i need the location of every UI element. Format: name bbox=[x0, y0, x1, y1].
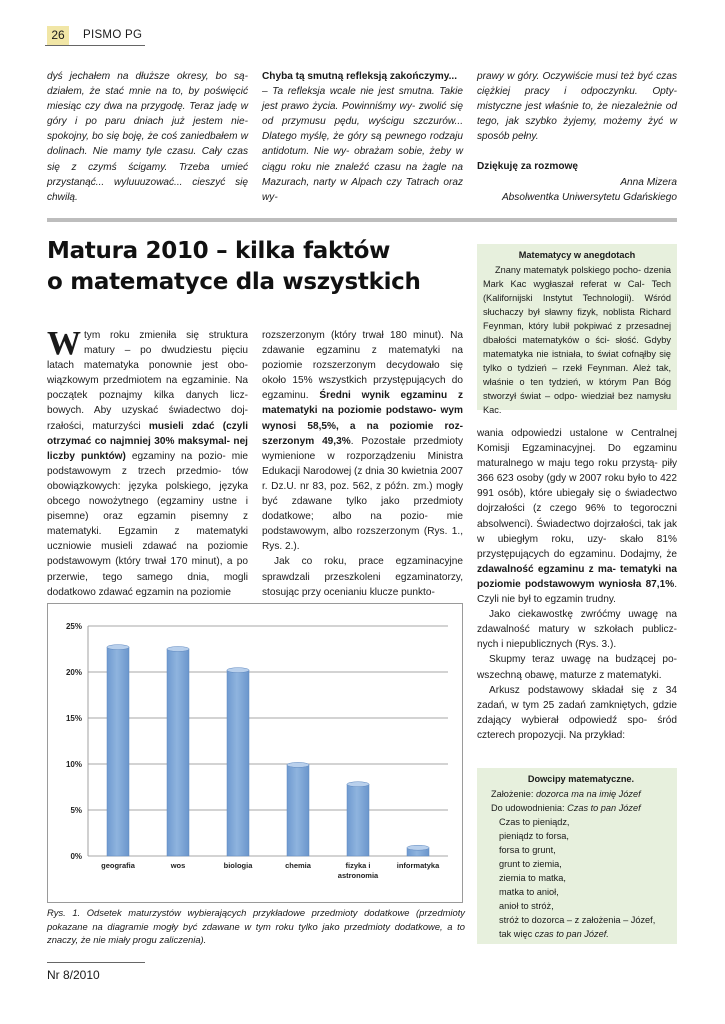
article-paragraph-3: Jak co roku, prace egzaminacyjne sprawdzali przeszkoleni egzaminatorzy, stosując przy ocenianiu klucze punkto- bbox=[262, 556, 463, 598]
bar-chart bbox=[47, 603, 463, 903]
chart-ytick-label: 10% bbox=[65, 760, 82, 769]
footer-divider bbox=[47, 962, 145, 963]
chart-bar-top bbox=[227, 668, 249, 673]
chart-category-label: wos bbox=[170, 861, 186, 870]
article-paragraph-4 bbox=[477, 426, 677, 607]
chart-ytick-label: 0% bbox=[70, 852, 82, 861]
joke-conclusion-value: czas to pan Józef. bbox=[534, 929, 609, 939]
joke-title: Dowcipy matematyczne. bbox=[527, 774, 635, 784]
joke-line: pieniądz to forsa, bbox=[499, 831, 569, 841]
joke-assumption bbox=[491, 787, 671, 801]
chart-ytick-label: 5% bbox=[70, 806, 82, 815]
anecdote-text: Znany matematyk polskiego pocho- dzenia Mark Kac wygłaszał referat w Cal- Tech (Kalifornijski Instytut Technologii). Wśród słuchaczy był sławny fizyk, noblista Richard Feynman, który lubił pokpiwać z przesadnej dbałości matematyków o ści- słość. Gdyby matematyka nie istniała, to świat cofnąłby się tylko o tydzień – rzekł Feynman. Ależ tak, właśnie o ten tydzień, w którym Pan Bóg stworzył świat – odpo- wiedział bez namysłu Kac. bbox=[483, 265, 671, 415]
article-title-line-1: Matura 2010 – kilka faktów bbox=[47, 238, 391, 264]
article-text-2c: . Pozostałe przedmioty wymienione w rozporządzeniu Ministra Edukacji Narodowej (z dnia 30 kwietnia 2007 r. Dz.U. nr 83, poz. 562, z późn. zm.) mogły być zdawane tylko jako przedmioty dodatkowe; albo na pozio- mie podstawowym, albo rozszerzonym (Rys. 1., Rys. 2.). bbox=[262, 435, 463, 553]
joke-line: stróż to dozorca – z założenia – Józef, bbox=[499, 915, 656, 925]
chart-bar-top bbox=[287, 762, 309, 767]
chart-ytick-label: 25% bbox=[65, 622, 82, 631]
anecdote-title: Matematycy w anegdotach bbox=[518, 250, 636, 260]
article-col-2 bbox=[262, 328, 463, 600]
joke-conclusion bbox=[499, 927, 671, 941]
article-paragraph-1 bbox=[47, 325, 249, 600]
issue-number: Nr 8/2010 bbox=[47, 968, 100, 982]
section-divider bbox=[47, 218, 677, 222]
chart-bar-top bbox=[407, 845, 429, 850]
chart-bar bbox=[347, 784, 369, 856]
interview-question: Chyba tą smutną refleksją zakończymy... bbox=[262, 71, 458, 82]
page-header bbox=[45, 26, 145, 46]
article-text-1c: egzaminy na pozio- mie podstawowym z trzech przedmio- tów obowiązkowych: języka polskiego, języka obcego nowożytnego (egzaminy ustne i pisemne) oraz egzamin pisemny z matematyki. Egzamin z matematyki uczniowie musieli zdawać na poziomie podstawowym (który trwał 170 minut), a po przerwie, tego samego dnia, mogli dodatkowo zdawać egzamin na poziomie bbox=[47, 450, 249, 598]
page-number: 26 bbox=[47, 26, 69, 45]
article-col-1 bbox=[47, 325, 249, 600]
article-text-3b: zdawalność egzaminu z ma- tematyki na poziomie podstawowym wyniosła 87,1% bbox=[477, 563, 677, 590]
chart-bar-top bbox=[347, 782, 369, 787]
article-paragraph-6: Skupmy teraz uwagę na budzącej po- wszechną obawę, maturze z matematyki. bbox=[477, 654, 677, 681]
interview-thanks: Dziękuję za rozmowę bbox=[477, 161, 578, 173]
article-text-2a: rozszerzonym (który trwał 180 minut). Na zdawanie egzaminu z matematyki na poziomie rozszerzonym decydowało się około 15% wszystkich przystępujących do egzaminu. bbox=[262, 330, 463, 402]
article-text-2b: Średni wynik egzaminu z matematyki na poziomie podstawo- wym wynosi 58,5%, a na poziomie roz- szerzonym 49,3% bbox=[262, 390, 463, 447]
interview-col-2 bbox=[262, 69, 463, 205]
article-text-3c: . Czyli nie był to egzamin trudny. bbox=[477, 578, 677, 606]
chart-bar-top bbox=[167, 647, 189, 652]
chart-category-label: fizyka i bbox=[345, 861, 371, 870]
interview-author: Anna Mizera bbox=[620, 176, 677, 188]
chart-category-label: chemia bbox=[285, 861, 311, 870]
joke-line: anioł to stróż, bbox=[499, 901, 554, 911]
bar-chart-svg bbox=[48, 604, 462, 902]
article-col-3 bbox=[477, 426, 677, 743]
interview-text-1: dyś jechałem na dłuższe okresy, bo są- działem, że stać mnie na to, by poświęcić miesiąc czy dwa na przygodę. Teraz jadę w góry i po paru dniach już jestem nie- spokojny, bo się boję, że coś zaniedbałem w dolinach. Nie mamy tyle czasu. Cały czas się z czymś ścigamy. Trzeba umieć przystanąć... wyluuuzować... cieszyć się chwilą. bbox=[47, 71, 248, 203]
interview-text-2: – Ta refleksja wcale nie jest smutna. Takie jest prawo życia. Powinniśmy wy- zwolić się od przymusu pędu, wyścigu szczurów... Dlatego myślę, że góry są pewnego rodzaju antidotum. Nie wy- obrażam sobie, żeby w ciągu roku nie znaleźć czasu na żagle na Mazurach, narty w Alpach czy Tatrach oraz wy- bbox=[262, 86, 463, 203]
article-text-1b: musieli zdać (czyli otrzymać co najmniej 30% maksymal- nej liczby punktów) bbox=[47, 420, 248, 462]
article-title-line-2: o matematyce dla wszystkich bbox=[47, 269, 421, 295]
joke-box bbox=[477, 768, 677, 944]
joke-line: Czas to pieniądz, bbox=[499, 817, 570, 827]
anecdote-box bbox=[477, 244, 677, 415]
interview-affiliation: Absolwentka Uniwersytetu Gdańskiego bbox=[501, 191, 677, 203]
chart-category-label: informatyka bbox=[396, 861, 440, 870]
interview-col-1 bbox=[47, 69, 248, 205]
joke-to-prove-label: Do udowodnienia: bbox=[491, 803, 568, 813]
joke-line: grunt to ziemia, bbox=[499, 859, 562, 869]
article-text-3a: wania odpowiedzi ustalone w Centralnej Komisji Egzaminacyjnej. Do egzaminu maturalnego w maju tego roku przystą- piły 366 623 osoby (gdy w 2007 roku było to 422 991 osób), które ubiegały się o świadectwo dojrzałości (z czego 96% to tegoroczni absolwenci). Świadectwo dojrzałości, tak jak w ubiegłym roku, uzy- skało 81% przystępujących do egzaminu. Dodajmy, że bbox=[477, 428, 677, 560]
article-text-1a: tym roku zmieniła się struktura matury – po dwudziestu pięciu latach matematyka ponownie jest obo- wiązkowym przedmiotem na egzaminie. Na początek poznajmy kilka danych licz- bowych. Aby uzyskać świadectwo doj- rzałości, maturzyści bbox=[47, 330, 248, 432]
joke-to-prove-value: Czas to pan Józef bbox=[567, 803, 641, 813]
joke-assumption-label: Założenie: bbox=[491, 789, 536, 799]
joke-line: matka to anioł, bbox=[499, 887, 559, 897]
drop-cap: W bbox=[47, 325, 81, 362]
chart-ytick-label: 15% bbox=[65, 714, 82, 723]
article-title bbox=[47, 236, 467, 298]
chart-category-label: astronomia bbox=[337, 871, 379, 880]
joke-assumption-value: dozorca ma na imię Józef bbox=[535, 789, 641, 799]
article-paragraph-5: Jako ciekawostkę zwróćmy uwagę na zdawalność matury w szkołach publicz- nych i niepublicznych (Rys. 3.). bbox=[477, 609, 677, 651]
figure-caption: Rys. 1. Odsetek maturzystów wybierających przykładowe przedmioty dodatkowe (przedmioty pokazane na diagramie mogły być zdawane w tym roku tylko jako przedmioty dodatkowe, a to znaczy, że nie miały progu zaliczenia). bbox=[47, 907, 465, 945]
joke-to-prove bbox=[491, 801, 671, 815]
chart-bar bbox=[227, 670, 249, 856]
chart-ytick-label: 20% bbox=[65, 668, 82, 677]
article-paragraph-2 bbox=[262, 328, 463, 554]
joke-conclusion-label: tak więc bbox=[499, 929, 535, 939]
interview-col-3 bbox=[477, 69, 677, 205]
journal-name: PISMO PG bbox=[83, 29, 143, 41]
interview-text-3: prawy w góry. Oczywiście musi też być czas ciężkiej pracy i odpoczynku. Opty- mistyczne jest właśnie to, że niezależnie od tego, jak szybko żyjemy, możemy żyć w sposób pełny. bbox=[477, 71, 677, 143]
joke-chain bbox=[491, 815, 671, 941]
chart-bar bbox=[107, 647, 129, 856]
chart-bar bbox=[287, 765, 309, 856]
joke-line: ziemia to matka, bbox=[499, 873, 566, 883]
chart-category-label: biologia bbox=[223, 861, 253, 870]
joke-line: forsa to grunt, bbox=[499, 845, 556, 855]
chart-category-label: geografia bbox=[101, 861, 135, 870]
chart-bar bbox=[167, 649, 189, 856]
chart-bar-top bbox=[107, 645, 129, 650]
article-paragraph-7: Arkusz podstawowy składał się z 34 zadań, w tym 25 zadań zamkniętych, gdzie zdający wybierał odpowiedź spo- śród czterech propozycji. Na przykład: bbox=[477, 684, 677, 741]
